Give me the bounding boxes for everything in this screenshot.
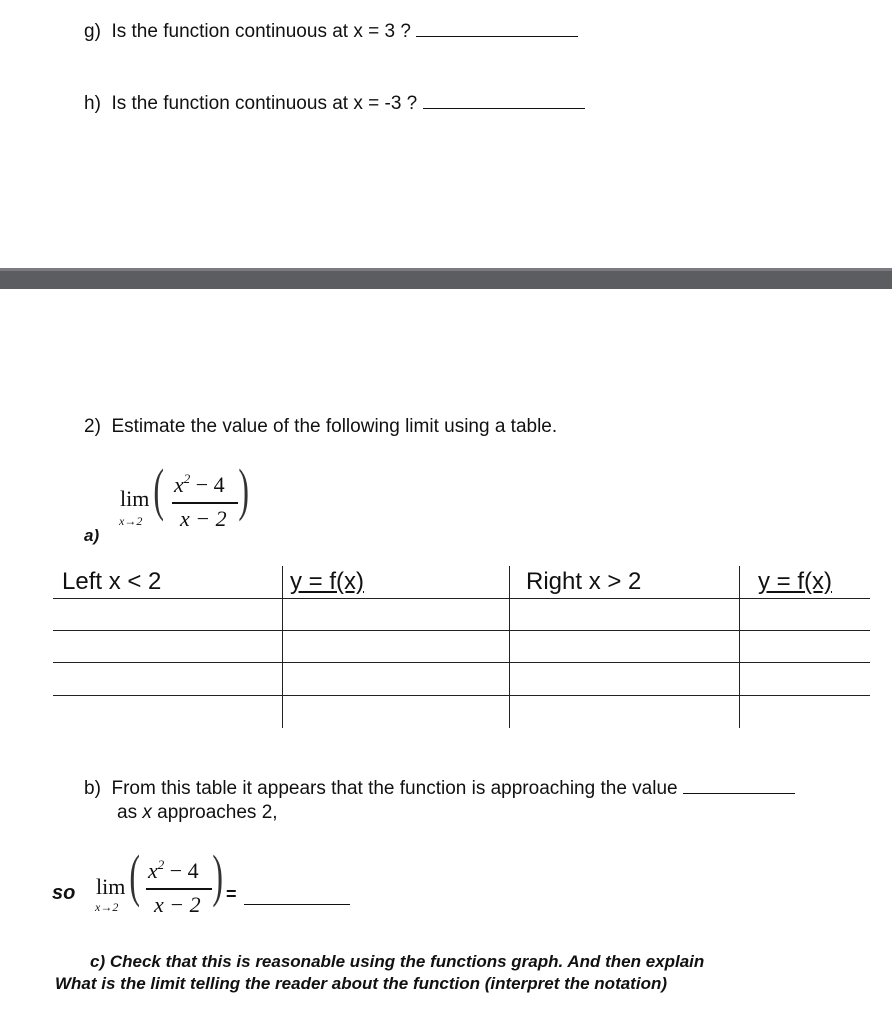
question-b-line2: as x approaches 2, <box>117 802 278 823</box>
answer-blank-h[interactable] <box>423 108 585 109</box>
right-paren: ) <box>212 843 223 908</box>
right-paren: ) <box>238 457 249 522</box>
table-header-right: Right x > 2 <box>526 568 642 595</box>
table-column-divider <box>282 566 283 728</box>
question-c-line2: What is the limit telling the reader about the function (interpret the notation) <box>55 974 667 993</box>
answer-blank-limit[interactable] <box>244 884 350 905</box>
question-g: g) Is the function continuous at x = 3 ? <box>84 21 578 43</box>
limit-expression-b: lim x→2 ( $x^2 - 4$ x − 2 ) <box>95 843 223 917</box>
table-header-left: Left x < 2 <box>62 568 162 595</box>
table-cell[interactable] <box>510 600 738 629</box>
table-column-divider <box>739 566 740 728</box>
question-2: 2) Estimate the value of the following limit using a table. <box>84 416 558 437</box>
table-cell[interactable] <box>740 600 870 629</box>
question-b: b) From this table it appears that the function is approaching the value <box>84 778 795 800</box>
answer-blank-b[interactable] <box>683 793 795 794</box>
equals-sign: = <box>226 884 237 904</box>
fraction-bar <box>146 888 212 890</box>
section-divider <box>0 268 892 289</box>
table-cell[interactable] <box>283 600 508 629</box>
table-header-yfx-left: y = f(x) <box>290 568 365 595</box>
left-paren: ( <box>153 457 164 522</box>
part-a-label: a) <box>84 526 100 545</box>
table-header-yfx-right: y = f(x) <box>758 568 833 595</box>
limit-expression-a: lim x→2 ( $x^2 - 4$ x − 2 ) <box>119 457 249 531</box>
question-c-line1: c) Check that this is reasonable using the functions graph. And then explain <box>90 952 705 971</box>
table-rule <box>53 695 870 696</box>
question-h: h) Is the function continuous at x = -3 ? <box>84 93 585 115</box>
left-paren: ( <box>129 843 140 908</box>
answer-blank-g[interactable] <box>416 36 578 37</box>
fraction-bar <box>172 502 238 504</box>
table-rule <box>53 662 870 663</box>
table-column-divider <box>509 566 510 728</box>
table-cell[interactable] <box>53 600 281 629</box>
so-label: so <box>52 882 76 904</box>
table-rule <box>53 630 870 631</box>
table-rule <box>53 598 870 599</box>
